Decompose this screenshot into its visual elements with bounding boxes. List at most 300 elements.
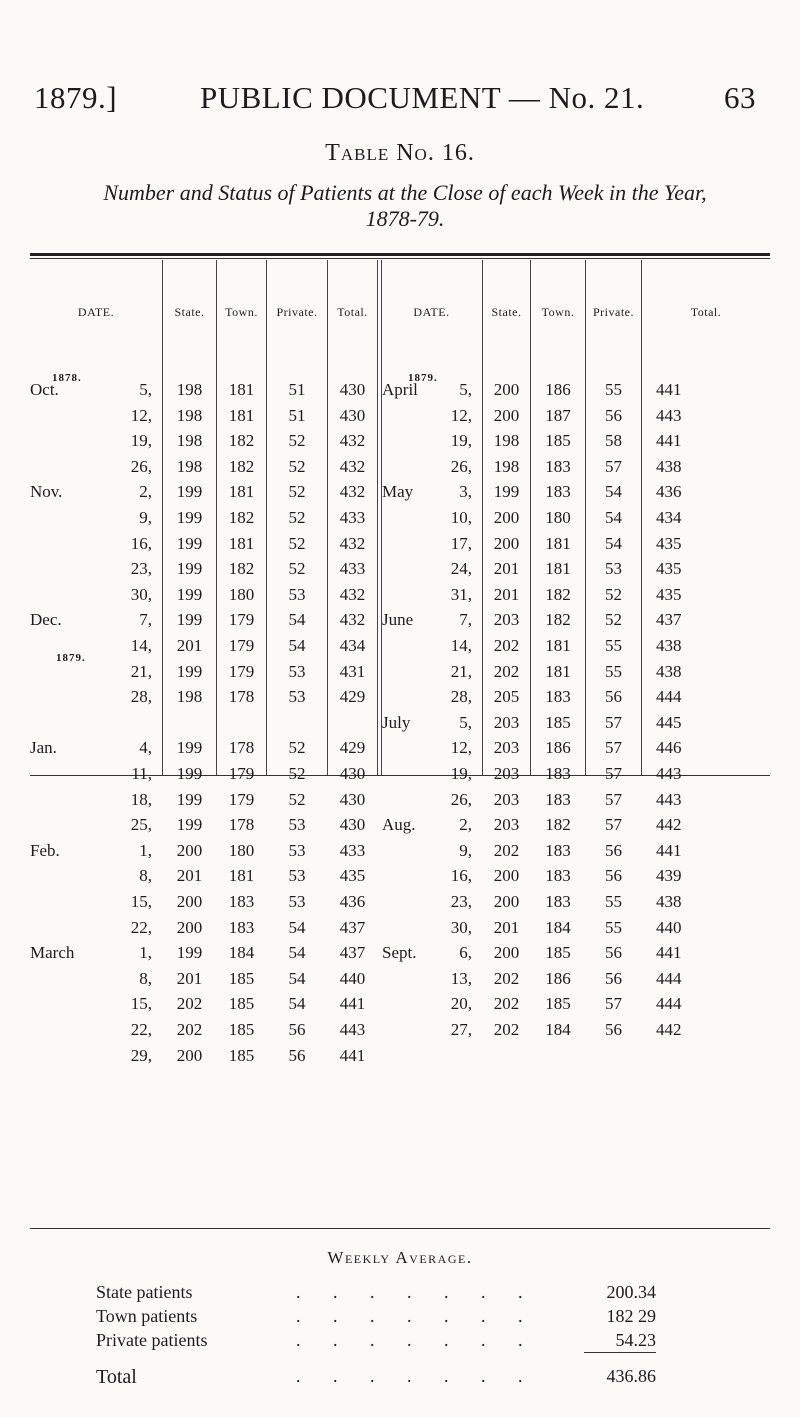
cell-total-right: 435 — [656, 584, 682, 604]
cell-total-right: 444 — [656, 968, 682, 988]
cell-day-right: 13, — [450, 968, 472, 988]
cell-town-right: 183 — [545, 764, 571, 783]
cell-day-left: 25, — [130, 815, 152, 835]
cell-private-right: 57 — [605, 994, 622, 1014]
cell-state-left: 201 — [176, 636, 203, 655]
cell-total-right: 445 — [656, 712, 682, 732]
cell-state-right: 202 — [493, 636, 520, 655]
average-row-state — [96, 1282, 656, 1308]
cell-month-right: June — [382, 610, 414, 630]
header-state-left: State. — [174, 305, 205, 319]
cell-total-right: 439 — [656, 866, 682, 886]
cell-town-left: 185 — [228, 1045, 255, 1065]
cell-private-right: 56 — [605, 866, 622, 886]
leader-dots: . . . . . . . — [296, 1306, 537, 1326]
cell-private-left: 52 — [288, 533, 306, 553]
cell-town-right: 181 — [545, 636, 571, 655]
cell-state-left: 201 — [176, 866, 203, 886]
cell-state-left: 200 — [176, 917, 203, 937]
cell-total-right: 441 — [656, 840, 682, 860]
cell-private-right: 53 — [605, 559, 622, 579]
header-date-right: DATE. — [413, 305, 450, 319]
average-row-total — [96, 1366, 656, 1392]
cell-total-right: 437 — [656, 610, 682, 630]
cell-day-left: 1, — [139, 840, 152, 860]
cell-town-left: 184 — [228, 943, 255, 963]
cell-town-right: 182 — [545, 584, 571, 604]
cell-state-right: 200 — [493, 866, 520, 886]
cell-town-left: 183 — [228, 892, 255, 911]
cell-private-right: 56 — [605, 943, 622, 963]
header-state-right: State. — [491, 305, 522, 319]
cell-town-right: 185 — [545, 943, 571, 963]
average-value: 54.23 — [615, 1330, 656, 1350]
cell-town-right: 186 — [545, 738, 571, 758]
cell-private-right: 52 — [605, 584, 622, 604]
cell-private-left: 52 — [288, 738, 306, 758]
cell-day-right: 5, — [459, 712, 472, 732]
cell-state-left: 199 — [176, 943, 203, 963]
cell-private-left: 52 — [288, 789, 306, 809]
cell-state-left: 202 — [176, 1020, 203, 1039]
cell-private-right: 56 — [605, 968, 622, 988]
header-total-right: Total. — [690, 305, 722, 319]
cell-total-right: 438 — [656, 456, 682, 476]
page-number: 63 — [724, 80, 756, 115]
cell-state-right: 205 — [493, 687, 520, 707]
cell-state-right: 200 — [493, 892, 520, 911]
cell-total-right: 444 — [656, 687, 682, 707]
header-private-left: Private. — [276, 305, 318, 319]
running-head-title: PUBLIC DOCUMENT — No. 21. — [200, 80, 645, 115]
cell-state-left: 199 — [176, 764, 203, 783]
cell-state-right: 200 — [493, 943, 520, 963]
cell-private-left: 54 — [288, 943, 306, 963]
cell-town-right: 181 — [545, 559, 571, 579]
table-subtitle — [30, 180, 780, 232]
cell-town-left: 179 — [228, 610, 255, 630]
cell-town-left: 185 — [228, 994, 255, 1014]
cell-total-right: 443 — [656, 789, 682, 809]
cell-day-right: 28, — [450, 687, 472, 707]
cell-town-right: 183 — [545, 456, 571, 476]
cell-total-left: 432 — [339, 584, 366, 604]
cell-state-right: 200 — [493, 380, 520, 399]
cell-total-right: 442 — [656, 815, 682, 835]
cell-total-left: 433 — [339, 840, 366, 860]
cell-total-left: 430 — [339, 815, 366, 835]
cell-state-right: 203 — [493, 789, 520, 809]
cell-day-right: 23, — [450, 892, 472, 911]
cell-private-left: 56 — [288, 1045, 306, 1065]
cell-day-right: 27, — [450, 1020, 472, 1039]
cell-day-right: 3, — [459, 482, 472, 502]
cell-total-left: 432 — [339, 456, 366, 476]
cell-town-right: 183 — [545, 866, 571, 886]
cell-private-right: 55 — [605, 917, 622, 937]
average-total-label: Total — [96, 1366, 137, 1388]
cell-month-right: May — [382, 482, 414, 502]
cell-private-left: 52 — [288, 456, 306, 476]
cell-town-left: 183 — [228, 917, 255, 937]
cell-private-right: 56 — [605, 687, 622, 707]
cell-month-right: April — [382, 380, 418, 399]
cell-private-left: 54 — [288, 917, 306, 937]
cell-day-left: 7, — [139, 610, 152, 630]
cell-private-left: 52 — [288, 482, 306, 502]
cell-total-right: 441 — [656, 380, 682, 399]
year-label-1878: 1878. — [52, 372, 82, 384]
cell-month-left: Oct. — [30, 380, 59, 399]
cell-day-right: 24, — [450, 559, 472, 579]
table-top-rule-thin — [30, 258, 770, 259]
table-subtitle-line-2: 1878-79. — [365, 206, 445, 231]
cell-day-right: 12, — [450, 405, 472, 425]
cell-town-left: 179 — [228, 789, 255, 809]
cell-day-left: 23, — [130, 559, 152, 579]
cell-month-left: March — [30, 943, 75, 963]
cell-town-left: 179 — [228, 636, 255, 655]
cell-state-right: 203 — [493, 738, 520, 758]
cell-total-left: 432 — [339, 610, 366, 630]
cell-private-right: 55 — [605, 661, 622, 681]
cell-total-left: 433 — [339, 559, 366, 579]
cell-month-right: Sept. — [382, 943, 417, 963]
cell-total-right: 434 — [656, 508, 682, 527]
cell-day-left: 30, — [130, 584, 152, 604]
cell-state-right: 201 — [493, 559, 520, 579]
cell-town-left: 179 — [228, 764, 255, 783]
header-total-left: Total. — [337, 305, 368, 319]
cell-total-left: 433 — [339, 508, 366, 527]
year-label-1879-right: 1879. — [408, 372, 438, 384]
cell-total-left: 429 — [339, 687, 366, 707]
cell-town-left: 181 — [228, 533, 255, 553]
cell-day-left: 26, — [130, 456, 152, 476]
cell-state-left: 198 — [176, 380, 203, 399]
cell-town-right: 185 — [545, 712, 571, 732]
average-row-private — [96, 1330, 656, 1356]
cell-day-left: 18, — [130, 789, 152, 809]
cell-day-left: 14, — [130, 636, 152, 655]
cell-private-left: 52 — [288, 764, 306, 783]
cell-town-left: 185 — [228, 1020, 255, 1039]
cell-total-left: 430 — [339, 405, 366, 425]
average-row-town — [96, 1306, 656, 1332]
cell-state-right: 203 — [493, 764, 520, 783]
cell-total-left: 432 — [339, 431, 366, 451]
cell-day-left: 8, — [139, 968, 152, 988]
cell-total-right: 438 — [656, 661, 682, 681]
cell-state-left: 198 — [176, 687, 203, 707]
cell-total-right: 435 — [656, 559, 682, 579]
cell-state-left: 199 — [176, 508, 203, 527]
cell-private-left: 53 — [288, 584, 306, 604]
cell-town-right: 184 — [545, 917, 571, 937]
cell-day-right: 10, — [450, 508, 472, 527]
cell-town-left: 178 — [228, 815, 255, 835]
cell-day-left: 21, — [130, 661, 152, 681]
cell-total-left: 441 — [339, 1045, 366, 1065]
cell-town-left: 179 — [228, 661, 255, 681]
average-label: State patients — [96, 1282, 193, 1302]
cell-day-left: 22, — [130, 917, 152, 937]
cell-town-left: 181 — [228, 405, 255, 425]
cell-day-right: 30, — [450, 917, 472, 937]
cell-town-left: 180 — [228, 840, 255, 860]
cell-private-left: 52 — [288, 431, 306, 451]
cell-total-right: 444 — [656, 994, 682, 1014]
cell-town-right: 187 — [545, 405, 571, 425]
cell-day-left: 9, — [139, 508, 152, 527]
cell-day-right: 17, — [450, 533, 472, 553]
cell-day-left: 1, — [139, 943, 152, 963]
cell-private-right: 54 — [605, 508, 622, 527]
running-head-year: 1879.] — [34, 80, 118, 115]
cell-private-right: 55 — [605, 892, 622, 911]
leader-dots: . . . . . . . — [296, 1282, 537, 1302]
cell-day-left: 4, — [139, 738, 152, 758]
cell-town-right: 185 — [545, 994, 571, 1014]
cell-month-left: Dec. — [30, 610, 62, 630]
average-label: Town patients — [96, 1306, 198, 1326]
average-sum-rule — [584, 1352, 656, 1353]
cell-day-left: 15, — [130, 892, 152, 911]
cell-total-right: 443 — [656, 764, 682, 783]
header-private-right: Private. — [593, 305, 634, 319]
cell-town-left: 182 — [228, 456, 255, 476]
cell-state-left: 199 — [176, 789, 203, 809]
cell-town-left: 182 — [228, 508, 255, 527]
cell-private-left: 56 — [288, 1020, 306, 1039]
cell-day-right: 2, — [459, 815, 472, 835]
cell-town-left: 182 — [228, 431, 255, 451]
cell-total-right: 441 — [656, 943, 682, 963]
cell-day-right: 5, — [459, 380, 472, 399]
table-subtitle-line-1: Number and Status of Patients at the Close of each Week in the Year, — [103, 180, 707, 205]
cell-total-right: 436 — [656, 482, 682, 502]
cell-private-right: 56 — [605, 1020, 622, 1039]
cell-private-right: 55 — [605, 380, 622, 399]
cell-town-right: 183 — [545, 482, 571, 502]
cell-private-left: 51 — [288, 405, 306, 425]
header-town-right: Town. — [541, 305, 575, 319]
center-double-divider — [377, 260, 382, 775]
cell-total-right: 438 — [656, 892, 682, 911]
cell-state-right: 198 — [493, 456, 520, 476]
cell-day-right: 9, — [459, 840, 472, 860]
cell-town-left: 182 — [228, 559, 255, 579]
cell-state-right: 202 — [493, 661, 520, 681]
cell-total-left: 436 — [339, 892, 366, 911]
cell-state-left: 199 — [176, 533, 203, 553]
cell-private-right: 52 — [605, 610, 622, 630]
cell-state-left: 200 — [176, 1045, 203, 1065]
cell-total-left: 437 — [339, 943, 366, 963]
cell-total-right: 443 — [656, 405, 682, 425]
cell-private-left: 53 — [288, 661, 306, 681]
cell-state-left: 202 — [176, 994, 203, 1014]
cell-state-right: 203 — [493, 815, 520, 835]
cell-state-right: 203 — [493, 610, 520, 630]
cell-state-left: 199 — [176, 482, 203, 502]
cell-town-right: 183 — [545, 789, 571, 809]
cell-town-right: 183 — [545, 840, 571, 860]
cell-month-left: Feb. — [30, 840, 60, 860]
cell-total-right: 446 — [656, 738, 682, 758]
cell-day-right: 16, — [450, 866, 472, 886]
cell-state-right: 201 — [493, 584, 520, 604]
cell-state-right: 201 — [493, 917, 520, 937]
cell-private-left: 51 — [288, 380, 306, 399]
cell-private-right: 54 — [605, 482, 622, 502]
cell-day-left: 29, — [130, 1045, 152, 1065]
cell-town-left: 178 — [228, 738, 255, 758]
cell-day-left: 19, — [130, 431, 152, 451]
cell-day-left: 2, — [139, 482, 152, 502]
cell-day-left: 12, — [130, 405, 152, 425]
cell-town-left: 178 — [228, 687, 255, 707]
cell-total-left: 434 — [339, 636, 366, 655]
cell-state-left: 199 — [176, 559, 203, 579]
cell-state-left: 199 — [176, 738, 203, 758]
cell-town-right: 184 — [545, 1020, 571, 1039]
cell-total-left: 431 — [339, 661, 366, 681]
leader-dots: . . . . . . . — [296, 1330, 537, 1350]
cell-state-right: 203 — [493, 712, 520, 732]
cell-private-left: 53 — [288, 815, 306, 835]
cell-day-right: 12, — [450, 738, 472, 758]
cell-town-right: 183 — [545, 892, 571, 911]
cell-day-left: 15, — [130, 994, 152, 1014]
cell-private-right: 57 — [605, 456, 622, 476]
cell-town-left: 181 — [228, 482, 255, 502]
table-top-rule — [30, 253, 770, 256]
cell-day-right: 14, — [450, 636, 472, 655]
cell-private-left: 54 — [288, 636, 306, 655]
cell-town-right: 182 — [545, 610, 571, 630]
cell-month-left: Nov. — [30, 482, 63, 502]
cell-total-left: 430 — [339, 789, 366, 809]
cell-town-right: 186 — [545, 380, 571, 399]
cell-state-right: 202 — [493, 1020, 520, 1039]
header-town-left: Town. — [225, 305, 258, 319]
cell-town-left: 181 — [228, 866, 255, 886]
cell-town-right: 185 — [545, 431, 571, 451]
header-date-left: DATE. — [77, 305, 115, 319]
cell-state-right: 199 — [493, 482, 520, 502]
cell-private-right: 56 — [605, 840, 622, 860]
cell-day-left: 11, — [131, 764, 152, 783]
cell-day-right: 19, — [450, 764, 472, 783]
cell-day-left: 28, — [130, 687, 152, 707]
average-total-value: 436.86 — [606, 1366, 656, 1386]
cell-day-right: 7, — [459, 610, 472, 630]
cell-day-right: 19, — [450, 431, 472, 451]
cell-state-left: 199 — [176, 661, 203, 681]
leader-dots: . . . . . . . — [296, 1366, 537, 1386]
cell-total-right: 438 — [656, 636, 682, 655]
cell-town-right: 181 — [545, 533, 571, 553]
average-label: Private patients — [96, 1330, 208, 1350]
cell-total-left: 443 — [339, 1020, 366, 1039]
cell-state-right: 198 — [493, 431, 520, 451]
cell-town-left: 185 — [228, 968, 255, 988]
cell-private-left: 53 — [288, 840, 306, 860]
cell-day-right: 26, — [450, 456, 472, 476]
cell-town-right: 181 — [545, 661, 571, 681]
cell-day-left: 22, — [130, 1020, 152, 1039]
cell-day-right: 20, — [450, 994, 472, 1014]
cell-private-right: 57 — [605, 712, 622, 732]
cell-town-right: 186 — [545, 968, 571, 988]
weekly-average-title: Weekly Average. — [327, 1248, 473, 1267]
cell-total-left: 437 — [339, 917, 366, 937]
average-value: 200.34 — [606, 1282, 656, 1302]
cell-total-left: 432 — [339, 482, 366, 502]
cell-state-right: 202 — [493, 994, 520, 1014]
cell-private-right: 58 — [605, 431, 622, 451]
cell-private-left: 54 — [288, 610, 306, 630]
cell-state-left: 200 — [176, 892, 203, 911]
table-title: Table No. 16. — [325, 140, 475, 166]
cell-total-right: 435 — [656, 533, 682, 553]
cell-day-left: 5, — [139, 380, 152, 399]
cell-state-right: 200 — [493, 508, 520, 527]
cell-state-right: 200 — [493, 405, 520, 425]
cell-day-left: 8, — [139, 866, 152, 886]
cell-private-right: 54 — [605, 533, 622, 553]
cell-town-left: 181 — [228, 380, 255, 399]
cell-total-left: 430 — [339, 764, 366, 783]
year-label-1879-left: 1879. — [56, 652, 86, 664]
cell-day-right: 31, — [450, 584, 472, 604]
cell-total-left: 440 — [339, 968, 366, 988]
cell-day-right: 21, — [450, 661, 472, 681]
cell-month-right: July — [382, 712, 411, 732]
cell-total-right: 442 — [656, 1020, 682, 1039]
cell-state-left: 198 — [176, 431, 203, 451]
cell-private-left: 52 — [288, 508, 306, 527]
cell-private-left: 52 — [288, 559, 306, 579]
cell-private-right: 57 — [605, 815, 622, 835]
cell-state-left: 199 — [176, 610, 203, 630]
cell-total-left: 430 — [339, 380, 366, 399]
cell-state-right: 202 — [493, 968, 520, 988]
cell-private-left: 53 — [288, 866, 306, 886]
cell-state-right: 202 — [493, 840, 520, 860]
cell-state-left: 199 — [176, 815, 203, 835]
cell-private-right: 57 — [605, 738, 622, 758]
cell-private-left: 53 — [288, 687, 306, 707]
cell-private-left: 53 — [288, 892, 306, 911]
cell-total-left: 429 — [339, 738, 366, 758]
cell-state-left: 198 — [176, 405, 203, 425]
cell-private-right: 57 — [605, 789, 622, 809]
running-head — [0, 80, 800, 120]
cell-private-left: 54 — [288, 994, 306, 1014]
cell-town-left: 180 — [228, 584, 255, 604]
table-bottom-rule — [30, 1228, 770, 1229]
cell-town-right: 182 — [545, 815, 571, 835]
cell-private-right: 56 — [605, 405, 622, 425]
cell-private-right: 55 — [605, 636, 622, 655]
cell-town-right: 180 — [545, 508, 571, 527]
cell-state-left: 199 — [176, 584, 203, 604]
cell-state-right: 200 — [493, 533, 520, 553]
cell-total-left: 435 — [339, 866, 366, 886]
cell-day-right: 6, — [459, 943, 472, 963]
